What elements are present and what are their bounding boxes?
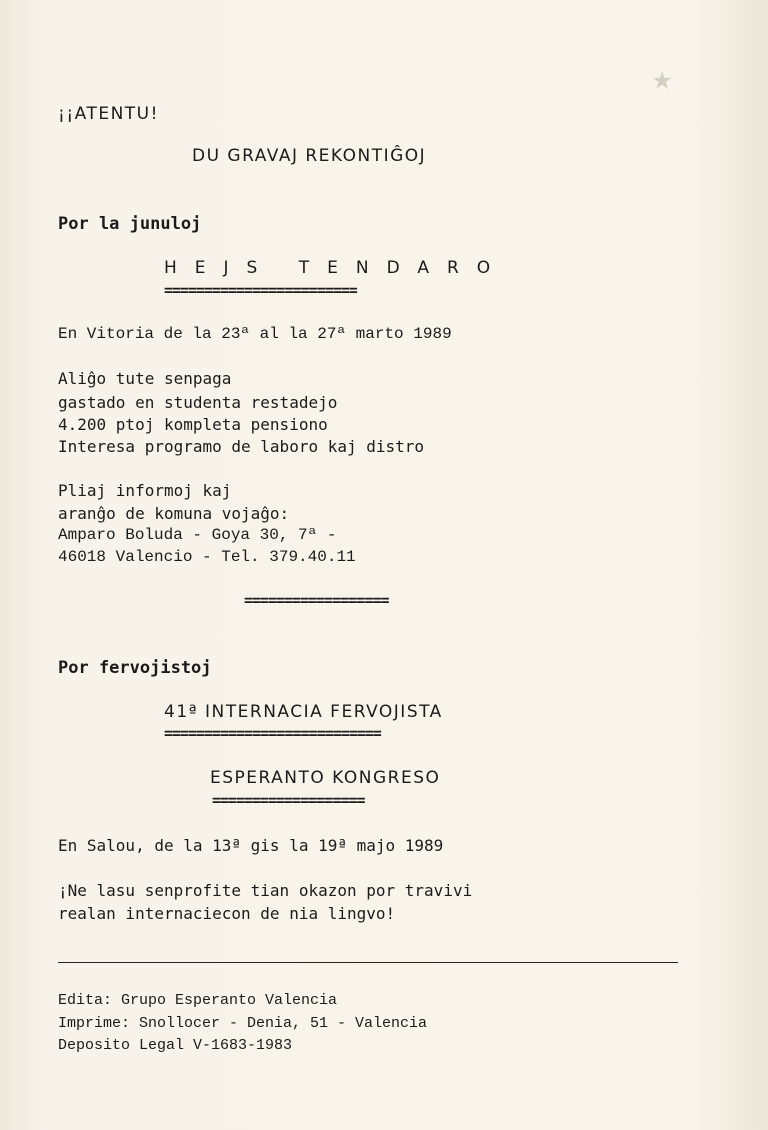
kongreso-title-1: 41ª INTERNACIA FERVOJISTA [164,702,443,722]
junuloj-dates: En Vitoria de la 23ª al la 27ª marto 1989 [58,325,452,343]
kongreso-underline-2: =================== [212,791,365,809]
title-underline: ======================== [164,281,357,299]
appeal-line-2: realan internaciecon de nia lingvo! [58,904,396,923]
footer-deposito: Deposito Legal V-1683-1983 [58,1037,293,1054]
fervojistoj-label: Por fervojistoj [58,658,212,678]
junuloj-line-2: gastado en studenta restadejo [58,393,338,412]
hejs-tendaro-title: HEJS TENDARO [164,258,509,278]
info-line-2: aranĝo de komuna vojaĝo: [58,504,290,523]
fervojistoj-dates: En Salou, de la 13ª gis la 19ª majo 1989 [58,836,444,855]
info-line-3: Amparo Boluda - Goya 30, 7ª - [58,526,337,544]
junuloj-label: Por la junuloj [58,214,202,234]
kongreso-underline-1: =========================== [164,724,381,742]
section-divider: ================== [244,591,389,609]
junuloj-line-4: Interesa programo de laboro kaj distro [58,437,425,456]
footer-edita: Edita: Grupo Esperanto Valencia [58,992,338,1009]
appeal-line-1: ¡Ne lasu senprofite tian okazon por travivi [58,881,473,900]
star-icon: ★ [652,58,673,98]
info-line-4: 46018 Valencio - Tel. 379.40.11 [58,548,356,566]
info-line-1: Pliaj informoj kaj [58,481,232,500]
atentu-heading: ¡¡ATENTU! [58,104,159,124]
footer-imprime: Imprime: Snollocer - Denia, 51 - Valencia [58,1015,428,1032]
junuloj-line-3: 4.200 ptoj kompleta pensiono [58,415,328,434]
kongreso-title-2: ESPERANTO KONGRESO [210,768,441,788]
du-gravaj-heading: DU GRAVAJ REKONTIĜOJ [192,146,427,166]
junuloj-line-1: Aliĝo tute senpaga [58,369,232,388]
footer-divider [58,962,678,963]
